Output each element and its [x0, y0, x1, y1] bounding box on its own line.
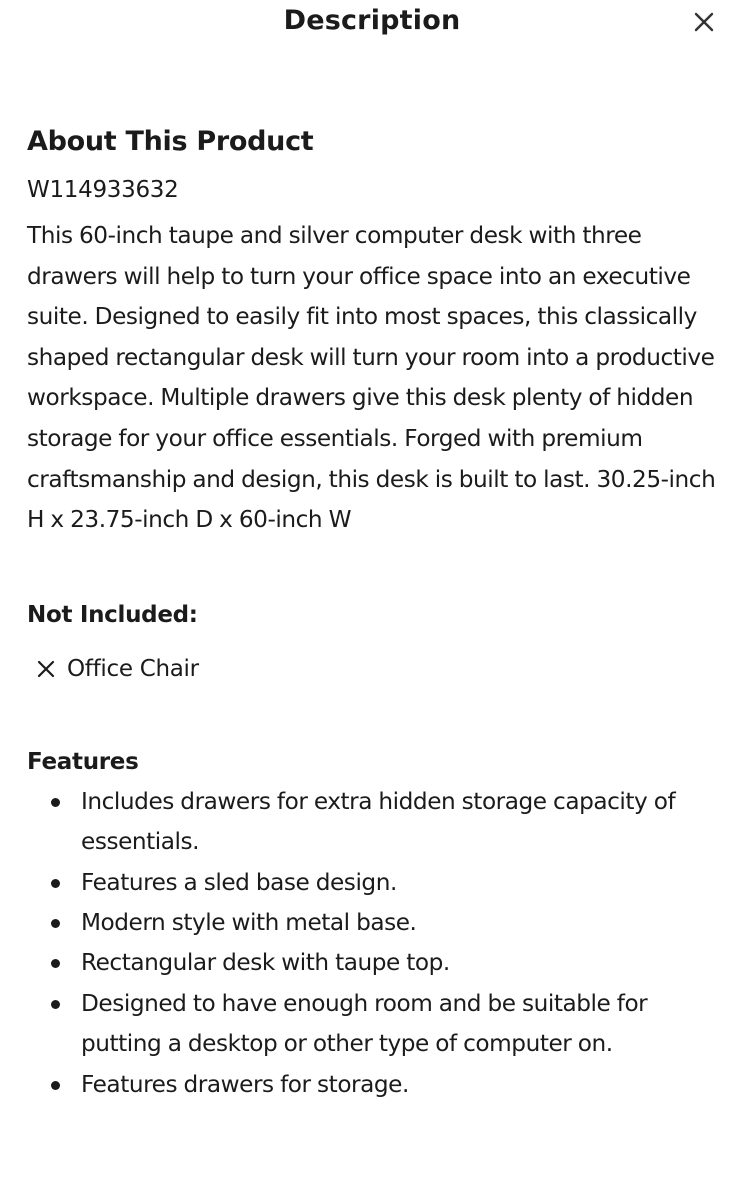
bullet-icon	[51, 879, 60, 888]
not-included-label: Office Chair	[67, 655, 199, 682]
close-icon	[692, 10, 716, 34]
list-item	[27, 863, 727, 903]
description-content	[27, 122, 727, 1105]
product-description: This 60-inch taupe and silver computer desk with three drawers will help to turn your office space into an executive suite. Designed to easily fit into most spaces, this classically shaped rectangular desk will turn your room into a productive workspace. Multiple drawers give this desk plenty of hidden storage for your office essentials. Forged with premium craftsmanship and design, this desk is built to last. 30.25-inch H x 23.75-inch D x 60-inch W	[27, 222, 716, 534]
features-heading: Features	[27, 748, 139, 775]
list-item	[27, 943, 727, 983]
not-included-heading: Not Included:	[27, 601, 198, 628]
list-item	[27, 984, 727, 1065]
bullet-icon	[51, 798, 60, 807]
features-list	[27, 782, 727, 1105]
product-sku: W114933632	[27, 177, 179, 203]
feature-text: Rectangular desk with taupe top.	[81, 949, 450, 977]
modal-header	[0, 0, 744, 48]
feature-text: Includes drawers for extra hidden storage capacity of essentials.	[81, 787, 676, 856]
list-item	[27, 903, 727, 943]
close-button[interactable]	[692, 10, 716, 34]
list-item	[27, 1065, 727, 1105]
bullet-icon	[51, 919, 60, 928]
feature-text: Features drawers for storage.	[81, 1070, 409, 1098]
bullet-icon	[51, 1000, 60, 1009]
modal-title: Description	[283, 5, 461, 36]
feature-text: Modern style with metal base.	[81, 908, 417, 936]
not-included-item	[27, 649, 727, 689]
x-icon	[37, 660, 55, 678]
feature-text: Designed to have enough room and be suitable for putting a desktop or other type of computer on.	[81, 989, 648, 1058]
bullet-icon	[51, 1081, 60, 1090]
bullet-icon	[51, 959, 60, 968]
about-heading: About This Product	[27, 126, 314, 157]
feature-text: Features a sled base design.	[81, 868, 397, 896]
list-item	[27, 782, 727, 863]
